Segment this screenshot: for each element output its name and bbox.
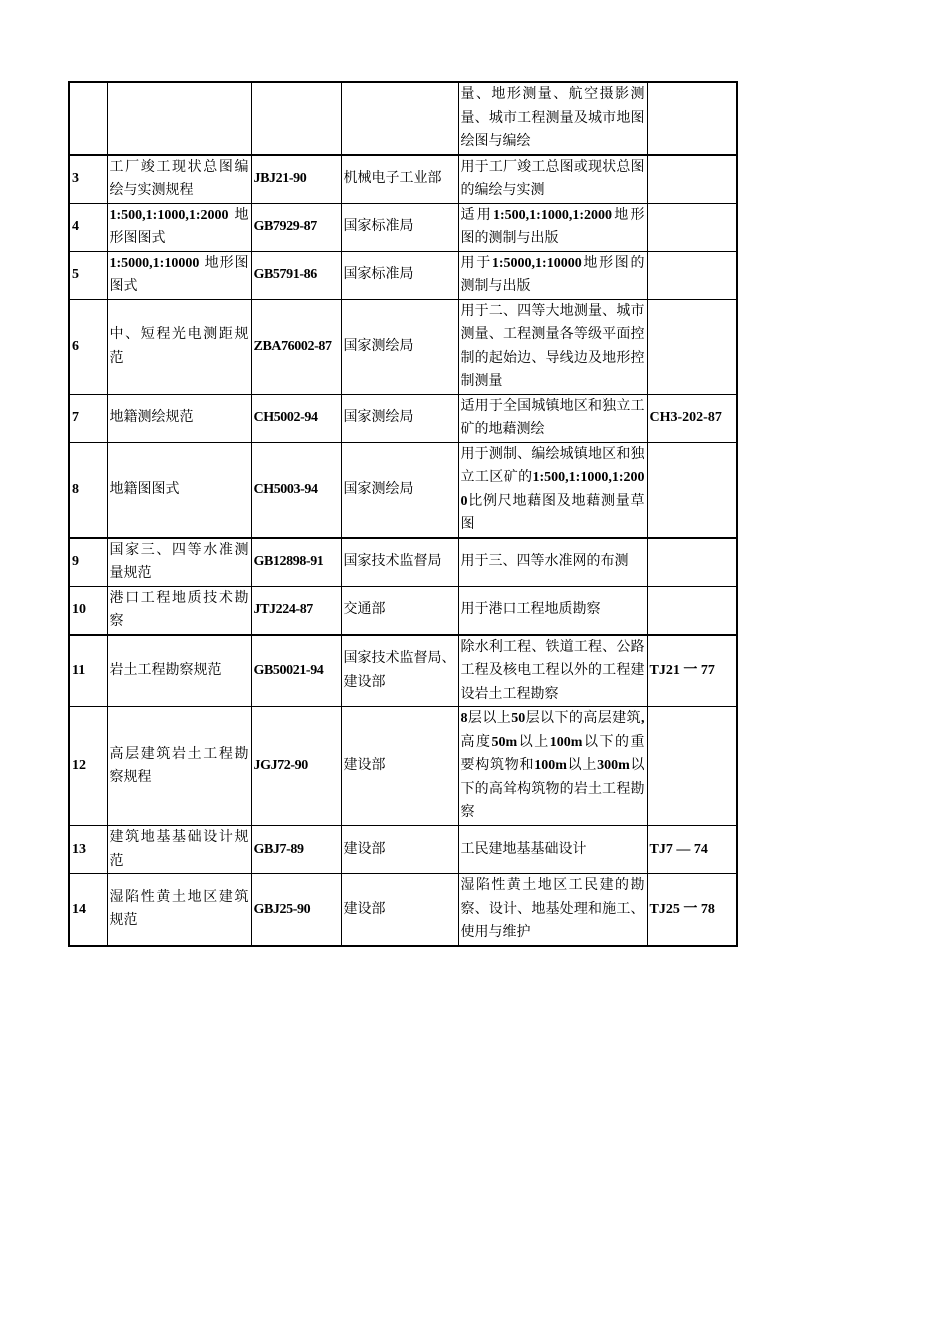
scope-of-application: 湿陷性黄土地区工民建的勘察、设计、地基处理和施工、使用与维护 [458,874,647,946]
standard-code: ZBA76002-87 [251,299,341,394]
standard-code: GBJ7-89 [251,826,341,874]
row-number: 3 [69,155,107,204]
standard-name: 工厂竣工现状总图编绘与实测规程 [107,155,251,204]
table-row [69,707,737,826]
replaced-standard [647,82,737,155]
scope-of-application: 用于三、四等水准网的布测 [458,538,647,587]
table-row [69,82,737,155]
issuing-department [341,82,458,155]
row-number: 8 [69,442,107,538]
replaced-standard [647,203,737,251]
table-row [69,874,737,946]
row-number: 13 [69,826,107,874]
table-row [69,299,737,394]
scope-of-application: 用于二、四等大地测量、城市测量、工程测量各等级平面控制的起始边、导线边及地形控制测量 [458,299,647,394]
row-number: 4 [69,203,107,251]
standard-name: 建筑地基基础设计规范 [107,826,251,874]
standard-code: GB50021-94 [251,635,341,707]
row-number: 9 [69,538,107,587]
row-number: 7 [69,394,107,442]
row-number: 6 [69,299,107,394]
table-row [69,203,737,251]
table-row [69,635,737,707]
standard-name: 国家三、四等水准测量规范 [107,538,251,587]
table-row [69,538,737,587]
standard-code: GBJ25-90 [251,874,341,946]
replaced-standard: TJ25 一 78 [647,874,737,946]
scope-of-application: 量、地形测量、航空摄影测量、城市工程测量及城市地图绘图与编绘 [458,82,647,155]
standard-code [251,82,341,155]
replaced-standard [647,299,737,394]
issuing-department: 国家标准局 [341,251,458,299]
standards-table [68,81,738,947]
scope-of-application: 8层以上50层以下的高层建筑,高度50m以上100m以下的重要构筑物和100m以上300m以下的高耸构筑物的岩土工程勘察 [458,707,647,826]
replaced-standard [647,707,737,826]
issuing-department: 国家测绘局 [341,394,458,442]
row-number: 12 [69,707,107,826]
issuing-department: 建设部 [341,707,458,826]
scope-of-application: 用于1:5000,1:10000地形图的测制与出版 [458,251,647,299]
scope-of-application: 用于测制、编绘城镇地区和独立工区矿的1:500,1:1000,1:2000比例尺地藉图及地藉测量草图 [458,442,647,538]
issuing-department: 国家测绘局 [341,442,458,538]
scope-of-application: 用于港口工程地质勘察 [458,586,647,635]
replaced-standard [647,251,737,299]
row-number: 14 [69,874,107,946]
table-row [69,394,737,442]
replaced-standard: TJ21 一 77 [647,635,737,707]
standard-name: 高层建筑岩土工程勘察规程 [107,707,251,826]
standard-name: 岩土工程勘察规范 [107,635,251,707]
replaced-standard [647,538,737,587]
standard-code: GB7929-87 [251,203,341,251]
standard-name: 地籍测绘规范 [107,394,251,442]
scope-of-application: 适用于全国城镇地区和独立工矿的地藉测绘 [458,394,647,442]
table-row [69,586,737,635]
standard-name: 中、短程光电测距规范 [107,299,251,394]
table-row [69,826,737,874]
standard-code: CH5002-94 [251,394,341,442]
issuing-department: 建设部 [341,826,458,874]
scope-of-application: 除水利工程、铁道工程、公路工程及核电工程以外的工程建设岩土工程勘察 [458,635,647,707]
issuing-department: 国家技术监督局、建设部 [341,635,458,707]
issuing-department: 国家技术监督局 [341,538,458,587]
issuing-department: 建设部 [341,874,458,946]
standard-name: 1:5000,1:10000 地形图图式 [107,251,251,299]
replaced-standard: CH3-202-87 [647,394,737,442]
standard-code: JTJ224-87 [251,586,341,635]
table-row [69,442,737,538]
scope-of-application: 工民建地基基础设计 [458,826,647,874]
issuing-department: 机械电子工业部 [341,155,458,204]
replaced-standard: TJ7 — 74 [647,826,737,874]
replaced-standard [647,586,737,635]
standard-code: JGJ72-90 [251,707,341,826]
row-number: 10 [69,586,107,635]
issuing-department: 交通部 [341,586,458,635]
replaced-standard [647,442,737,538]
table-row [69,155,737,204]
standard-name [107,82,251,155]
row-number: 5 [69,251,107,299]
replaced-standard [647,155,737,204]
row-number: 11 [69,635,107,707]
standard-name: 港口工程地质技术勘察 [107,586,251,635]
issuing-department: 国家标准局 [341,203,458,251]
table-row [69,251,737,299]
scope-of-application: 用于工厂竣工总图或现状总图的编绘与实测 [458,155,647,204]
standard-code: GB12898-91 [251,538,341,587]
issuing-department: 国家测绘局 [341,299,458,394]
standard-code: JBJ21-90 [251,155,341,204]
standard-code: CH5003-94 [251,442,341,538]
standards-table-body [69,82,737,946]
standard-code: GB5791-86 [251,251,341,299]
standard-name: 湿陷性黄土地区建筑规范 [107,874,251,946]
standard-name: 1:500,1:1000,1:2000地形图图式 [107,203,251,251]
standard-name: 地籍图图式 [107,442,251,538]
row-number [69,82,107,155]
scope-of-application: 适用1:500,1:1000,1:2000地形图的测制与出版 [458,203,647,251]
